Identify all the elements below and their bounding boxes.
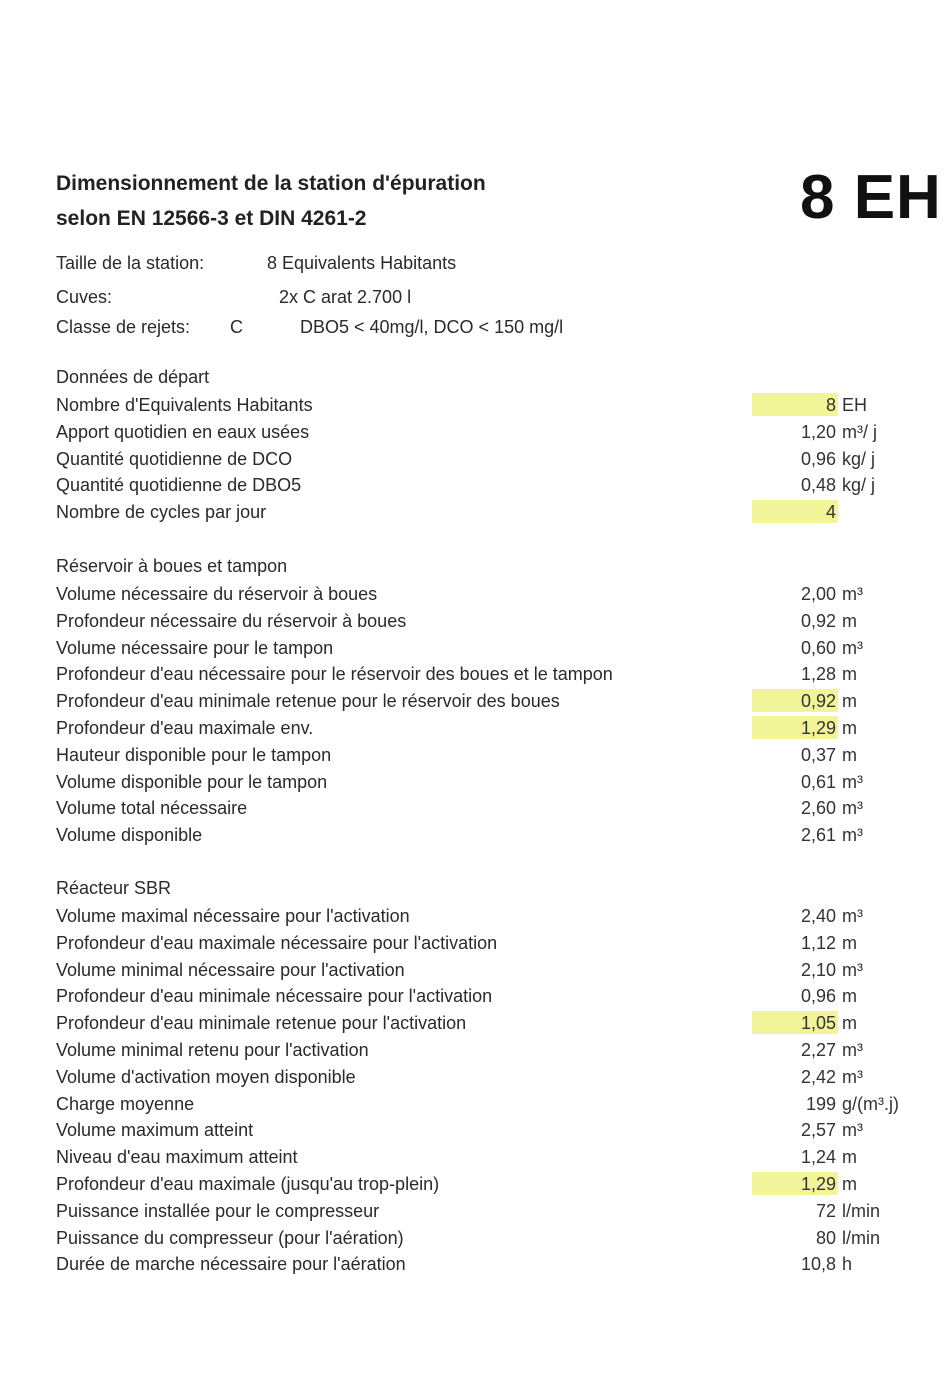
section-title: Réacteur SBR [56,878,172,898]
row-label: Profondeur d'eau minimale retenue pour le réservoir des boues [56,691,560,711]
row-unit: m [842,611,857,631]
row-label: Profondeur d'eau maximale nécessaire pour l'activation [56,933,498,953]
result-row [0,715,950,741]
row-label: Profondeur d'eau minimale retenue pour l'activation [56,1013,467,1033]
result-row [0,419,950,445]
row-value: 8 [825,395,836,415]
row-label: Profondeur d'eau maximale (jusqu'au trop-plein) [56,1174,440,1194]
result-row [0,769,950,795]
row-label: Profondeur d'eau maximale env. [56,718,314,738]
result-row [0,635,950,661]
row-label: Volume d'activation moyen disponible [56,1067,356,1087]
row-label: Volume maximal nécessaire pour l'activation [56,906,410,926]
row-value: 2,60 [800,798,836,818]
row-unit: m³ [842,906,863,926]
row-value: 2,40 [800,906,836,926]
row-value: 0,92 [800,691,836,711]
row-value: 72 [815,1201,836,1221]
row-label: Puissance du compresseur (pour l'aération) [56,1228,404,1248]
row-unit: m³ [842,1040,863,1060]
row-value: 1,20 [800,422,836,442]
result-row [0,1010,950,1036]
row-unit: m³ [842,1120,863,1140]
row-value: 4 [825,502,836,522]
result-row [0,822,950,848]
row-label: Hauteur disponible pour le tampon [56,745,332,765]
row-value: 0,96 [800,449,836,469]
row-unit: kg/ j [842,475,876,495]
row-value: 0,37 [800,745,836,765]
row-unit: m [842,986,857,1006]
row-value: 2,10 [800,960,836,980]
row-label: Quantité quotidienne de DCO [56,449,293,469]
row-value: 1,05 [800,1013,836,1033]
row-value: 2,27 [800,1040,836,1060]
row-unit: m [842,1147,857,1167]
result-row [0,608,950,634]
result-row [0,392,950,418]
row-value: 1,29 [800,1174,836,1194]
result-row [0,499,950,525]
row-label: Profondeur d'eau minimale nécessaire pour l'activation [56,986,493,1006]
row-value: 2,61 [800,825,836,845]
row-unit: m³ [842,1067,863,1087]
row-unit: g/(m³.j) [842,1094,899,1114]
discharge-class-letter: C [230,317,243,337]
result-row [0,472,950,498]
row-value: 1,24 [800,1147,836,1167]
row-unit: m [842,664,857,684]
row-label: Durée de marche nécessaire pour l'aération [56,1254,406,1274]
row-unit: m³ [842,798,863,818]
row-unit: m³ [842,772,863,792]
result-row [0,903,950,929]
tanks-value: 2x C arat 2.700 l [279,287,412,307]
row-label: Nombre de cycles par jour [56,502,267,522]
result-row [0,957,950,983]
row-label: Volume minimal nécessaire pour l'activation [56,960,405,980]
result-row [0,688,950,714]
row-unit: m [842,691,857,711]
row-unit: l/min [842,1201,881,1221]
result-row [0,1091,950,1117]
row-label: Volume nécessaire du réservoir à boues [56,584,378,604]
row-label: Volume maximum atteint [56,1120,254,1140]
row-label: Niveau d'eau maximum atteint [56,1147,298,1167]
document-title-line2: selon EN 12566-3 et DIN 4261-2 [56,207,367,230]
row-unit: m [842,1174,857,1194]
row-value: 1,29 [800,718,836,738]
result-row [0,742,950,768]
row-label: Volume minimal retenu pour l'activation [56,1040,369,1060]
row-label: Charge moyenne [56,1094,195,1114]
result-row [0,1251,950,1277]
result-row [0,930,950,956]
row-label: Profondeur d'eau nécessaire pour le réservoir des boues et le tampon [56,664,613,684]
row-label: Volume disponible pour le tampon [56,772,328,792]
row-value: 10,8 [800,1254,836,1274]
discharge-class-label: Classe de rejets: [56,317,191,337]
row-value: 0,60 [800,638,836,658]
row-value: 2,42 [800,1067,836,1087]
row-unit: m [842,745,857,765]
section-title: Données de départ [56,367,210,387]
row-value: 0,48 [800,475,836,495]
row-unit: m³/ j [842,422,877,442]
result-row [0,1171,950,1197]
row-unit: m [842,718,857,738]
row-value: 199 [805,1094,836,1114]
row-unit: m³ [842,825,863,845]
row-label: Quantité quotidienne de DBO5 [56,475,302,495]
row-label: Puissance installée pour le compresseur [56,1201,380,1221]
result-row [0,446,950,472]
row-label: Profondeur nécessaire du réservoir à boues [56,611,407,631]
row-unit: l/min [842,1228,881,1248]
row-unit: m³ [842,638,863,658]
row-label: Volume nécessaire pour le tampon [56,638,334,658]
row-label: Nombre d'Equivalents Habitants [56,395,313,415]
station-size-label: Taille de la station: [56,253,205,273]
discharge-class-value: DBO5 < 40mg/l, DCO < 150 mg/l [300,317,564,337]
result-row [0,1198,950,1224]
row-unit: m³ [842,960,863,980]
row-unit: kg/ j [842,449,876,469]
section-title: Réservoir à boues et tampon [56,556,288,576]
row-unit: h [842,1254,853,1274]
row-label: Volume total nécessaire [56,798,248,818]
row-value: 2,00 [800,584,836,604]
result-row [0,661,950,687]
row-unit: m [842,933,857,953]
row-value: 1,28 [800,664,836,684]
capacity-badge: 8 EH [800,163,942,232]
row-label: Volume disponible [56,825,203,845]
tanks-label: Cuves: [56,287,113,307]
result-row [0,795,950,821]
row-value: 0,61 [800,772,836,792]
result-row [0,1117,950,1143]
result-row [0,1037,950,1063]
result-row [0,1225,950,1251]
result-row [0,983,950,1009]
result-row [0,1064,950,1090]
row-value: 0,92 [800,611,836,631]
row-value: 0,96 [800,986,836,1006]
result-row [0,581,950,607]
station-size-value: 8 Equivalents Habitants [267,253,457,273]
result-row [0,1144,950,1170]
row-unit: m³ [842,584,863,604]
row-label: Apport quotidien en eaux usées [56,422,310,442]
row-value: 80 [815,1228,836,1248]
row-unit: m [842,1013,857,1033]
row-value: 1,12 [800,933,836,953]
row-value: 2,57 [800,1120,836,1140]
document-title-line1: Dimensionnement de la station d'épuration [56,172,486,195]
row-unit: EH [842,395,868,415]
